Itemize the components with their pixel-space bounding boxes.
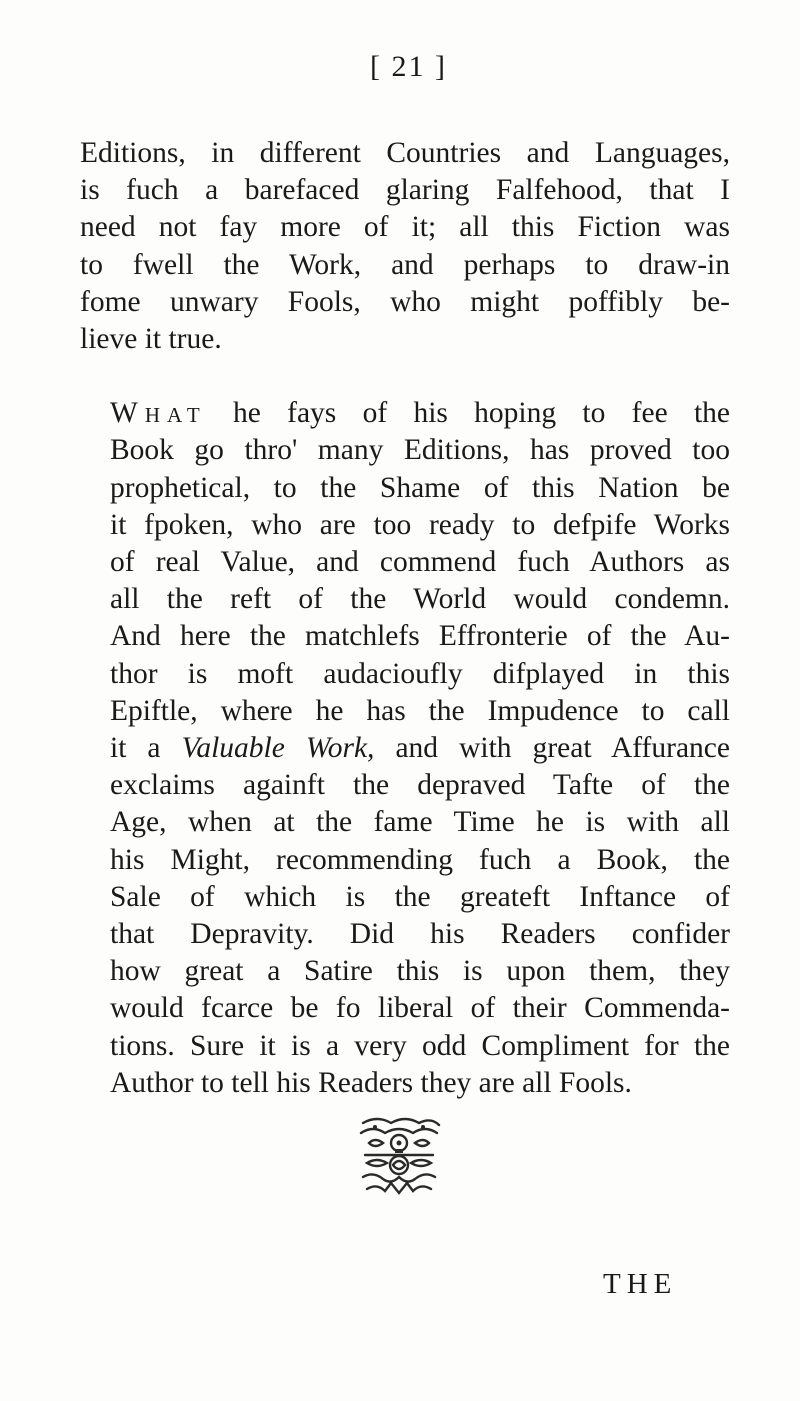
text-line: fome unwary Fools, who might poffibly be-	[80, 285, 730, 318]
printers-ornament-icon	[355, 1113, 443, 1199]
text-line-first	[80, 395, 730, 432]
text-line: lieve it true.	[80, 323, 222, 356]
text-line: of real Value, and commend fuch Authors as	[110, 546, 730, 579]
text-line: Book go thro' many Editions, has proved too	[110, 434, 730, 467]
body-text	[80, 135, 730, 1102]
text-line: it fpoken, who are too ready to defpife Works	[110, 508, 730, 541]
text-line: need not fay more of it; all this Fiction was	[80, 211, 730, 244]
opening-word: What	[110, 397, 207, 430]
text-line: Sale of which is the greateft Inftance of	[110, 880, 730, 913]
text-line: would fcarce be fo liberal of their Commenda-	[110, 992, 730, 1025]
text-line: prophetical, to the Shame of this Nation be	[110, 471, 730, 504]
first-line-rest: he fays of his hoping to fee the	[206, 397, 730, 430]
paragraph-1	[80, 135, 730, 358]
text-line: all the reft of the World would condemn.	[110, 583, 730, 616]
text-line: that Depravity. Did his Readers confider	[110, 918, 730, 951]
text-line: exclaims againft the depraved Tafte of the	[110, 769, 730, 802]
text-line: thor is moft audacioufly difplayed in this	[110, 657, 730, 690]
text-line: Age, when at the fame Time he is with all	[110, 806, 730, 839]
text-line-italic	[80, 730, 730, 767]
text-line: to fwell the Work, and perhaps to draw-in	[80, 248, 730, 281]
italic-title: Valuable Work,	[181, 732, 375, 765]
text-line: Epiftle, where he has the Impudence to call	[110, 694, 730, 727]
catchword: THE	[603, 1268, 678, 1300]
italic-line-after: and with great Affurance	[374, 732, 730, 765]
text-line: how great a Satire this is upon them, they	[110, 955, 730, 988]
text-line: his Might, recommending fuch a Book, the	[110, 843, 730, 876]
text-line: Author to tell his Readers they are all Fools.	[110, 1066, 632, 1099]
text-line: tions. Sure it is a very odd Compliment for the	[110, 1029, 730, 1062]
page-number: [ 21 ]	[370, 50, 447, 83]
text-line: Editions, in different Countries and Languages,	[80, 137, 730, 169]
text-line: is fuch a barefaced glaring Falfehood, that I	[80, 174, 730, 207]
text-line: And here the matchlefs Effronterie of the Au-	[110, 620, 730, 653]
italic-line-before: it a	[110, 732, 182, 765]
paragraph-2	[80, 395, 730, 1102]
